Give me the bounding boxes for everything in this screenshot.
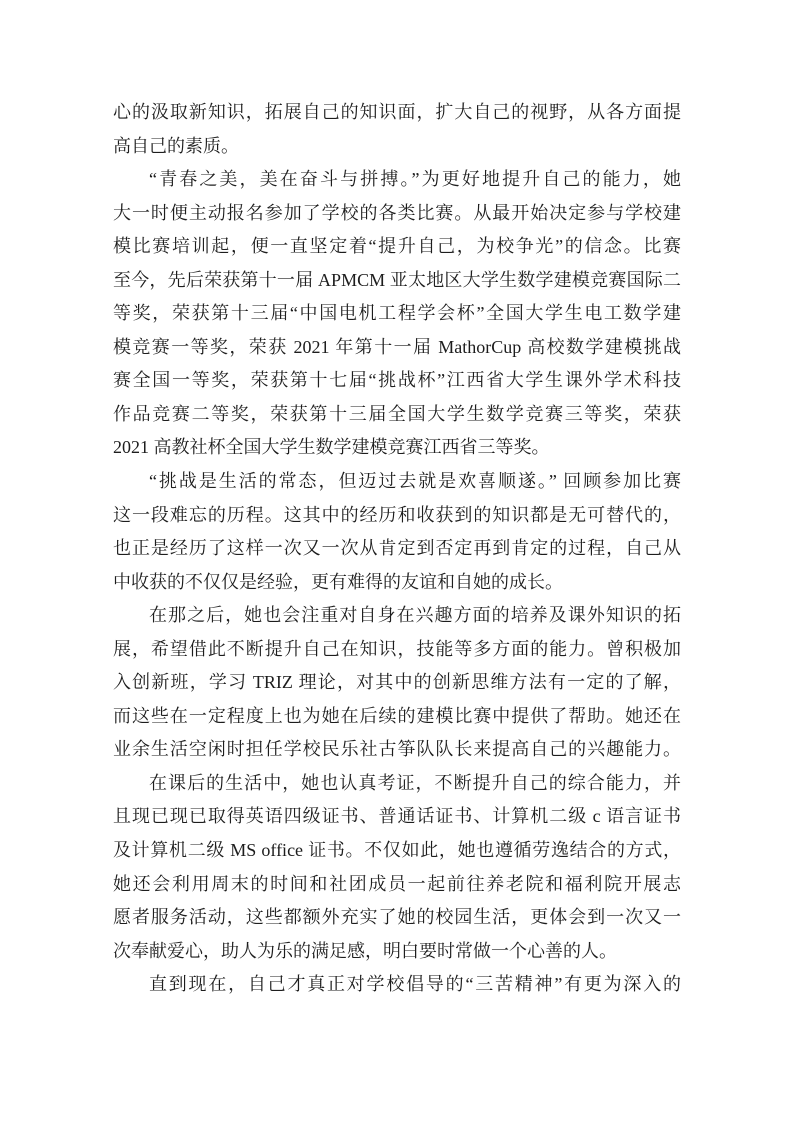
text-line: 高自己的素质。: [113, 135, 239, 156]
text-line: 大一时便主动报名参加了学校的各类比赛。从最开始决定参与学校建: [113, 202, 681, 223]
text-line: 而这些在一定程度上也为她在后续的建模比赛中提供了帮助。她还在: [113, 705, 681, 726]
text-line: 直到现在，自己才真正对学校倡导的“三苦精神”有更为深入的: [149, 974, 681, 995]
text-line: 中收获的不仅仅是经验，更有难得的友谊和自她的成长。: [113, 571, 563, 592]
text-line: 也正是经历了这样一次又一次从肯定到否定再到肯定的过程，自己从: [113, 538, 681, 559]
text-line: 作品竞赛二等奖，荣获第十三届全国大学生数学竞赛三等奖，荣获: [113, 403, 681, 424]
text-line: 愿者服务活动，这些都额外充实了她的校园生活，更体会到一次又一: [113, 907, 681, 928]
text-line: 她还会利用周末的时间和社团成员一起前往养老院和福利院开展志: [113, 873, 681, 894]
text-line: 在课后的生活中，她也认真考证，不断提升自己的综合能力，并: [149, 772, 681, 793]
text-line: 展，希望借此不断提升自己在知识，技能等多方面的能力。曾积极加: [113, 638, 681, 659]
text-line: “挑战是生活的常态，但迈过去就是欢喜顺遂。” 回顾参加比赛: [149, 471, 681, 492]
text-line: 及计算机二级 MS office 证书。不仅如此，她也遵循劳逸结合的方式，: [113, 840, 681, 861]
text-line: 赛全国一等奖，荣获第十七届“挑战杯”江西省大学生课外学术科技: [113, 370, 681, 391]
text-line: 2021 高教社杯全国大学生数学建模竞赛江西省三等奖。: [113, 437, 550, 458]
document-text: [113, 96, 681, 1002]
text-line: 且现已现已取得英语四级证书、普通话证书、计算机二级 c 语言证书: [113, 806, 681, 827]
text-line: 在那之后，她也会注重对自身在兴趣方面的培养及课外知识的拓: [149, 605, 681, 626]
text-line: 等奖，荣获第十三届“中国电机工程学会杯”全国大学生电工数学建: [113, 303, 681, 324]
text-line: 模比赛培训起，便一直坚定着“提升自己，为校争光”的信念。比赛: [113, 236, 681, 257]
text-line: 模竞赛一等奖，荣获 2021 年第十一届 MathorCup 高校数学建模挑战: [113, 336, 681, 357]
text-line: 业余生活空闲时担任学校民乐社古筝队队长来提高自己的兴趣能力。: [113, 739, 681, 760]
text-line: 心的汲取新知识，拓展自己的知识面，扩大自己的视野，从各方面提: [113, 102, 681, 122]
text-line: 次奉献爱心，助人为乐的满足感，明白要时常做一个心善的人。: [113, 940, 617, 961]
text-line: 这一段难忘的历程。这其中的经历和收获到的知识都是无可替代的，: [113, 504, 681, 525]
text-line: 入创新班，学习 TRIZ 理论，对其中的创新思维方法有一定的了解，: [113, 672, 681, 693]
text-line: 至今，先后荣获第十一届 APMCM 亚太地区大学生数学建模竞赛国际二: [113, 269, 681, 290]
text-line: “青春之美，美在奋斗与拼搏。”为更好地提升自己的能力，她: [149, 169, 681, 190]
